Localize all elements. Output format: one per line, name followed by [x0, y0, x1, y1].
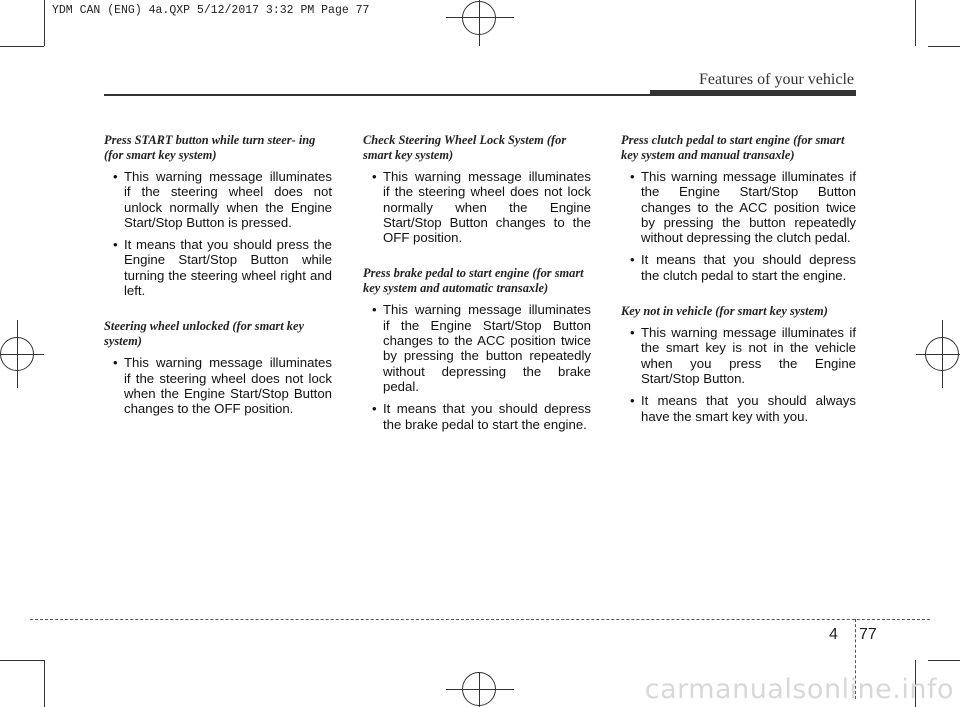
column-2: [363, 133, 591, 439]
bullet-item: • It means that you should depress the clutch pedal to start the engine.: [621, 252, 856, 283]
chapter-number: 4: [829, 626, 838, 643]
bullet-item: • It means that you should depress the brake pedal to start the engine.: [363, 401, 591, 432]
section-heading-clutch-pedal: Press clutch pedal to start engine (for smart key system and manual transaxle): [621, 133, 845, 162]
bullet-item: • This warning message illuminates if the steering wheel does not lock when the Engine Start/Stop Button changes to the OFF position.: [104, 355, 332, 416]
bullet-item: • This warning message illuminates if the steering wheel does not lock normally when the Engine Start/Stop Button changes to the OFF position.: [363, 169, 591, 245]
column-3: [621, 133, 856, 431]
bullet-item: • This warning message illuminates if the Engine Start/Stop Button changes to the ACC position twice by pressing the button repeatedly without depressing the brake pedal.: [363, 302, 591, 394]
bullet-list: [621, 169, 856, 283]
page-number: 77: [859, 626, 877, 643]
bullet-list: [104, 169, 332, 298]
bullet-list: [363, 169, 591, 245]
section-heading-key-not-in-vehicle: Key not in vehicle (for smart key system): [621, 304, 828, 319]
header-rule-accent: [650, 90, 856, 96]
section-heading-steering-unlocked: Steering wheel unlocked (for smart key system): [104, 319, 304, 349]
bullet-item: • This warning message illuminates if the Engine Start/Stop Button changes to the ACC position twice by pressing the button repeatedly without depressing the clutch pedal.: [621, 169, 856, 245]
column-1: [104, 133, 332, 424]
footer-rule: [30, 619, 930, 620]
bullet-item: • It means that you should press the Engine Start/Stop Button while turning the steering wheel right and left.: [104, 237, 332, 298]
bullet-list: [104, 355, 332, 416]
bullet-item: • This warning message illuminates if the steering wheel does not unlock normally when the Engine Start/Stop Button is pressed.: [104, 169, 332, 230]
bullet-list: [363, 302, 591, 431]
print-slug: YDM CAN (ENG) 4a.QXP 5/12/2017 3:32 PM Page 77: [52, 4, 370, 17]
header-rule: [104, 94, 650, 96]
bullet-list: [621, 325, 856, 424]
section-heading-check-steering-lock: Check Steering Wheel Lock System (for smart key system): [363, 133, 567, 162]
section-header-title: Features of your vehicle: [698, 71, 854, 88]
bullet-item: • It means that you should always have the smart key with you.: [621, 393, 856, 424]
section-heading-steering-turn: Press START button while turn steer- ing (for smart key system): [104, 133, 316, 162]
section-heading-brake-pedal: Press brake pedal to start engine (for smart key system and automatic transaxle): [363, 266, 584, 296]
watermark: carmanualsonline.info: [644, 674, 954, 705]
bullet-item: • This warning message illuminates if the smart key is not in the vehicle when you press the Engine Start/Stop Button.: [621, 325, 856, 386]
